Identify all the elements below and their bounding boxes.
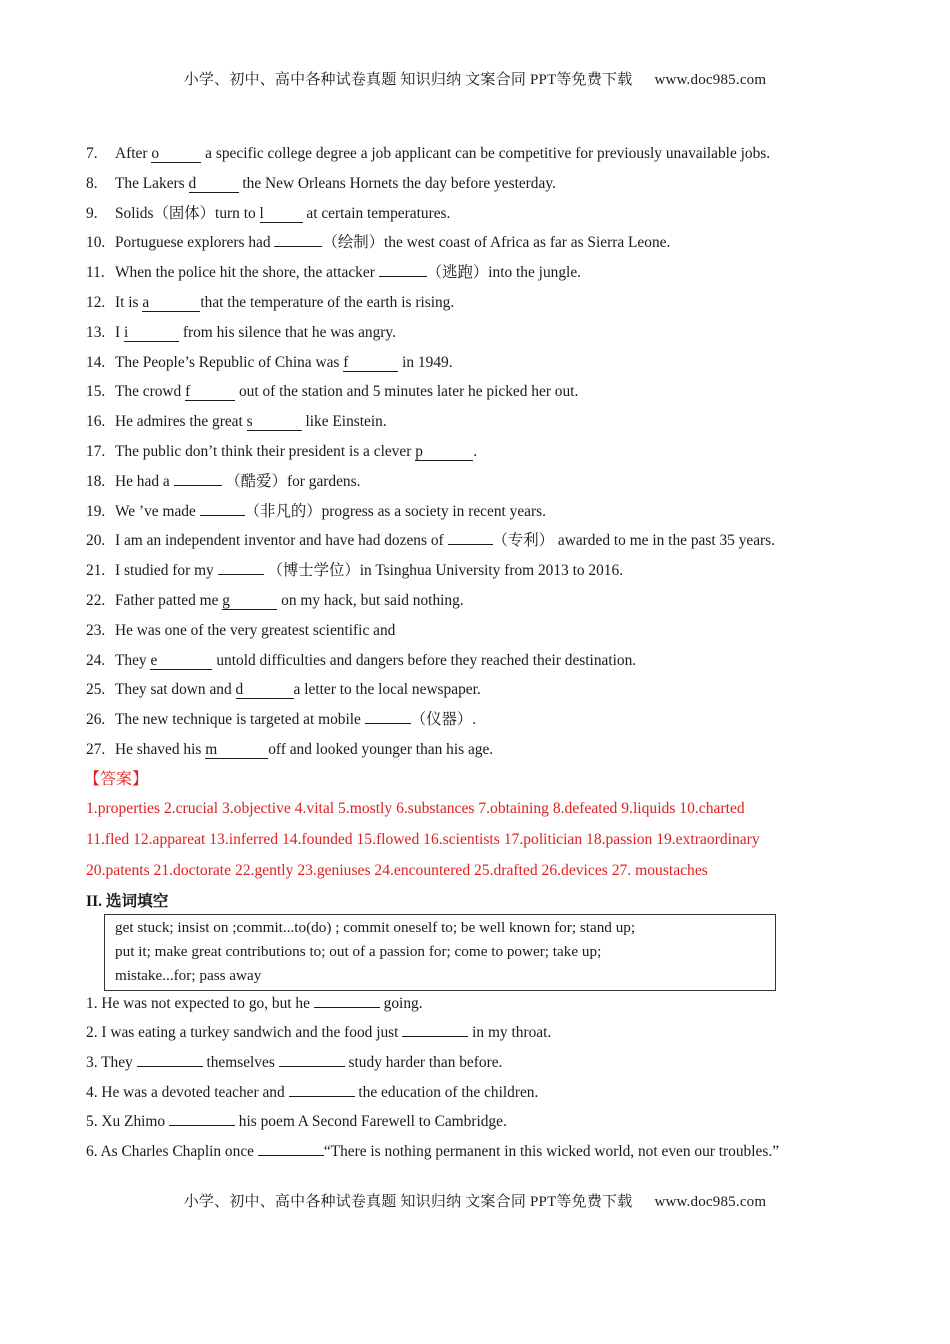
question-row <box>86 412 876 442</box>
question-text: a specific college degree a job applicant can be competitive for previously unavailable jobs. <box>201 145 771 162</box>
question-row <box>86 561 876 591</box>
question-text: 2. I was eating a turkey sandwich and the food just <box>86 1024 403 1042</box>
answer-blank[interactable] <box>137 1050 203 1067</box>
question-row <box>86 353 876 383</box>
fill-in-question-row <box>86 1139 876 1169</box>
question-text: like Einstein. <box>301 413 387 431</box>
answer-blank[interactable] <box>218 574 264 575</box>
question-number: 19. <box>86 502 106 520</box>
question-number: 14. <box>86 353 106 371</box>
question-number: 26. <box>86 711 106 729</box>
answer-blank[interactable]: d <box>189 176 239 193</box>
question-row <box>86 323 876 353</box>
question-row <box>86 621 876 651</box>
question-number: 13. <box>86 323 106 341</box>
question-text: I studied for my <box>115 562 218 580</box>
answer-blank[interactable] <box>314 991 380 1008</box>
header-slogan: 小学、初中、高中各种试卷真题 知识归纳 文案合同 PPT等免费下载 <box>183 72 633 88</box>
question-text: We ’ve made <box>115 502 200 520</box>
answer-blank[interactable]: g <box>222 593 277 610</box>
question-text: They <box>115 651 151 669</box>
question-text: He had a <box>115 472 174 490</box>
answer-blank[interactable] <box>402 1020 468 1037</box>
question-row <box>86 651 876 681</box>
answer-blank[interactable] <box>274 246 322 247</box>
answer-blank[interactable] <box>379 276 427 277</box>
fill-in-question-row <box>86 1109 876 1139</box>
question-text: study harder than before. <box>344 1053 503 1071</box>
question-text: his poem A Second Farewell to Cambridge. <box>234 1113 507 1131</box>
fill-in-question-row <box>86 1020 876 1050</box>
question-text: 1. He was not expected to go, but he <box>86 994 314 1012</box>
question-text: The new technique is targeted at mobile <box>115 711 365 729</box>
question-number: 24. <box>86 651 106 669</box>
question-text: the education of the children. <box>354 1083 539 1101</box>
answer-blank[interactable] <box>200 515 245 516</box>
question-row <box>86 233 876 263</box>
question-text: in 1949. <box>398 353 453 371</box>
question-number: 23. <box>86 621 106 639</box>
question-text: After <box>115 145 152 162</box>
answer-blank[interactable]: e <box>150 653 212 670</box>
question-text: When the police hit the shore, the attacker <box>115 264 379 282</box>
question-text: . <box>473 442 478 460</box>
answer-blank[interactable]: o <box>151 146 201 163</box>
question-number: 20. <box>86 532 106 550</box>
question-text: Father patted me <box>115 591 223 609</box>
question-list <box>86 144 876 770</box>
answer-blank[interactable] <box>365 723 411 724</box>
question-row <box>86 442 876 472</box>
question-number: 18. <box>86 472 106 490</box>
answer-blank[interactable] <box>279 1050 345 1067</box>
question-row <box>86 591 876 621</box>
question-text: I <box>115 323 124 341</box>
question-text: The public don’t think their president is a clever <box>115 442 416 460</box>
question-number: 8. <box>86 174 98 192</box>
question-number: 27. <box>86 740 106 758</box>
answer-blank[interactable]: l <box>260 206 303 223</box>
question-row <box>86 293 876 323</box>
word-box <box>104 914 776 991</box>
question-number: 11. <box>86 264 105 282</box>
question-row <box>86 680 876 710</box>
footer-url[interactable]: www.doc985.com <box>654 1194 767 1210</box>
question-text: out of the station and 5 minutes later he picked her out. <box>235 383 579 401</box>
page-footer <box>0 1190 950 1211</box>
question-number: 9. <box>86 204 98 222</box>
answer-blank[interactable]: d <box>236 682 294 699</box>
question-text: off and looked younger than his age. <box>268 740 494 758</box>
answer-blank[interactable]: s <box>247 414 302 431</box>
question-text: 6. As Charles Chaplin once <box>86 1142 258 1160</box>
question-text: They sat down and <box>115 681 236 699</box>
fill-in-question-row <box>86 1080 876 1110</box>
fill-in-question-list <box>86 991 876 1169</box>
question-number: 16. <box>86 413 106 431</box>
question-text: Solids（固体）turn to <box>115 204 260 222</box>
question-number: 7. <box>86 145 98 162</box>
question-row <box>86 263 876 293</box>
question-row <box>86 174 876 204</box>
question-text: （酷爱）for gardens. <box>221 472 361 490</box>
answer-blank[interactable]: a <box>142 295 200 312</box>
answer-blank[interactable] <box>448 544 493 545</box>
question-number: 22. <box>86 591 106 609</box>
header-url[interactable]: www.doc985.com <box>654 72 767 88</box>
question-text: a letter to the local newspaper. <box>293 681 481 699</box>
question-text: He admires the great <box>115 413 247 431</box>
question-text: “There is nothing permanent in this wicked world, not even our troubles.” <box>323 1142 780 1160</box>
question-number: 10. <box>86 234 106 252</box>
section-title: II. 选词填空 <box>86 892 169 910</box>
question-text: （绘制）the west coast of Africa as far as Sierra Leone. <box>322 234 671 252</box>
question-text: in my throat. <box>468 1024 552 1042</box>
question-text: from his silence that he was angry. <box>178 323 396 341</box>
question-text: He shaved his <box>115 740 206 758</box>
document-body <box>86 144 876 1168</box>
question-text: that the temperature of the earth is rising. <box>200 293 455 311</box>
answer-blank[interactable]: f <box>343 355 398 372</box>
word-box-line-1: get stuck; insist on ;commit...to(do) ; commit oneself to; be well known for; stand up; <box>115 918 636 936</box>
answer-blank[interactable]: m <box>205 742 268 759</box>
question-text: （专利） awarded to me in the past 35 years. <box>492 532 776 550</box>
question-text: 5. Xu Zhimo <box>86 1113 169 1131</box>
page-header <box>0 68 950 89</box>
question-row <box>86 531 876 561</box>
question-row <box>86 740 876 770</box>
question-text: （仪器）. <box>410 711 477 729</box>
question-text: The People’s Republic of China was <box>115 353 344 371</box>
question-row <box>86 382 876 412</box>
question-text: He was one of the very greatest scientific and <box>115 621 396 639</box>
question-text: on my hack, but said nothing. <box>277 591 464 609</box>
answer-line-2: 11.fled 12.appareat 13.inferred 14.founded 15.flowed 16.scientists 17.politician 18.passion 19.extraordinary <box>86 830 760 848</box>
question-text: Portuguese explorers had <box>115 234 275 252</box>
answer-blank[interactable] <box>258 1139 324 1156</box>
question-text: going. <box>379 994 423 1012</box>
question-text: themselves <box>202 1053 279 1071</box>
question-text: at certain temperatures. <box>302 204 451 222</box>
answer-title: 【答案】 <box>84 770 149 788</box>
question-text: （非凡的）progress as a society in recent years. <box>244 502 546 520</box>
question-row <box>86 710 876 740</box>
question-text: （博士学位）in Tsinghua University from 2013 to 2016. <box>263 562 624 580</box>
question-number: 15. <box>86 383 106 401</box>
answer-line-3: 20.patents 21.doctorate 22.gently 23.geniuses 24.encountered 25.drafted 26.devices 27. moustaches <box>86 861 708 879</box>
answer-blank[interactable] <box>289 1080 355 1097</box>
question-text: The crowd <box>115 383 186 401</box>
fill-in-question-row <box>86 1050 876 1080</box>
answer-blank[interactable]: i <box>124 325 179 342</box>
question-row <box>86 472 876 502</box>
question-row <box>86 502 876 532</box>
answer-blank[interactable]: f <box>185 384 235 401</box>
question-text: 3. They <box>86 1053 137 1071</box>
question-number: 21. <box>86 562 106 580</box>
answer-line-1: 1.properties 2.crucial 3.objective 4.vital 5.mostly 6.substances 7.obtaining 8.defeated 9.liquids 10.charted <box>86 799 745 817</box>
question-text: It is <box>115 293 143 311</box>
question-number: 25. <box>86 681 106 699</box>
word-box-line-2: put it; make great contributions to; out of a passion for; come to power; take up; <box>115 942 602 960</box>
footer-slogan: 小学、初中、高中各种试卷真题 知识归纳 文案合同 PPT等免费下载 <box>183 1194 633 1210</box>
fill-in-question-row <box>86 991 876 1021</box>
question-text: The Lakers <box>115 174 189 192</box>
question-number: 12. <box>86 293 106 311</box>
question-text: 4. He was a devoted teacher and <box>86 1083 289 1101</box>
answer-blank[interactable]: p <box>415 444 473 461</box>
question-text: （逃跑）into the jungle. <box>426 264 581 282</box>
question-row <box>86 204 876 234</box>
question-text: I am an independent inventor and have had dozens of <box>115 532 448 550</box>
question-row <box>86 144 876 174</box>
question-number: 17. <box>86 442 106 460</box>
answer-blank[interactable] <box>174 485 222 486</box>
answer-blank[interactable] <box>169 1109 235 1126</box>
question-text: untold difficulties and dangers before they reached their destination. <box>212 651 637 669</box>
word-box-line-3: mistake...for; pass away <box>115 966 262 984</box>
question-text: the New Orleans Hornets the day before yesterday. <box>238 174 556 192</box>
